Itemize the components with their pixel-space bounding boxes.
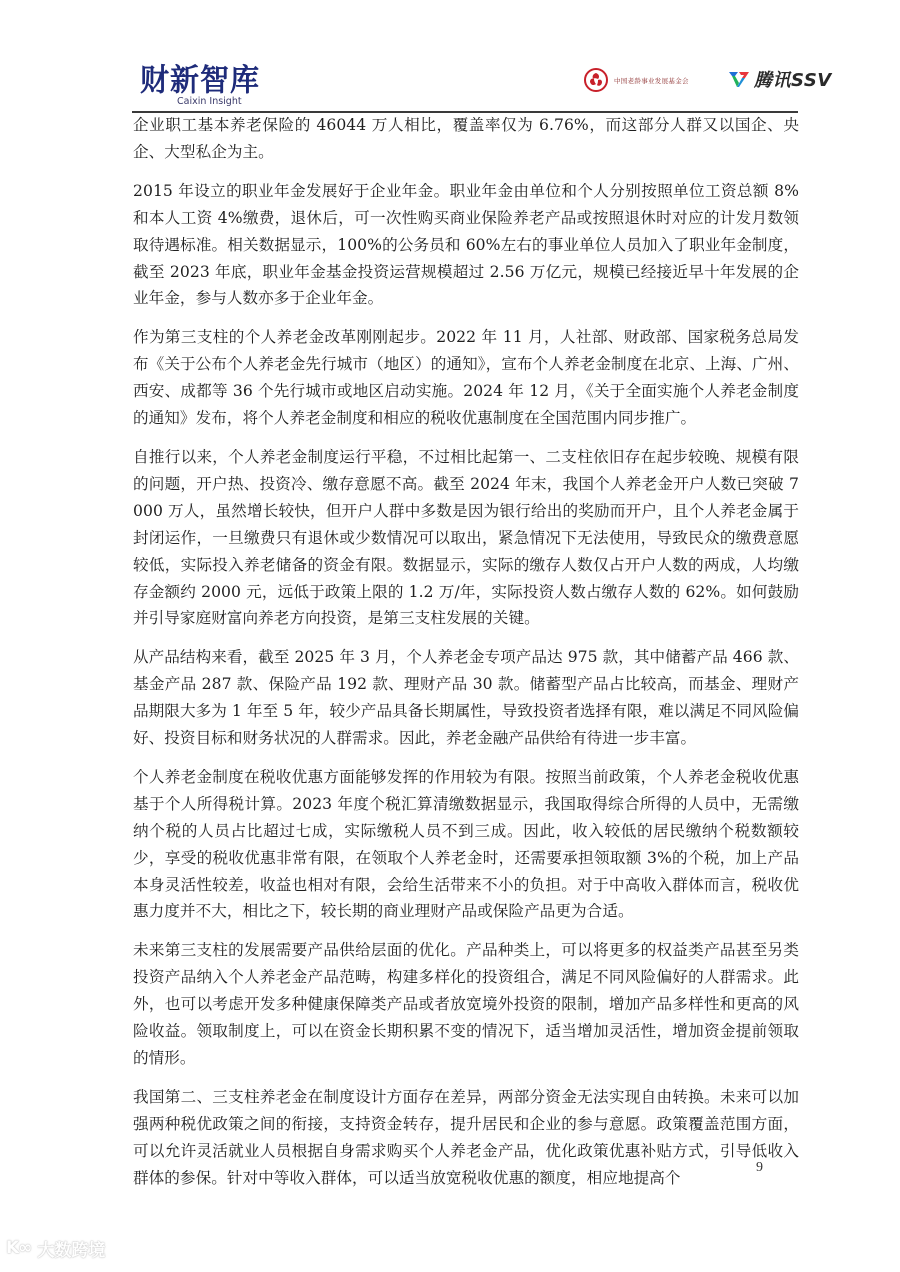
watermark: [6, 1236, 105, 1260]
tencent-ssv-emblem-icon: [728, 68, 750, 90]
caixin-logo-english: Caixin Insight: [177, 96, 242, 107]
paragraph: 自推行以来，个人养老金制度运行平稳，不过相比起第一、二支柱依旧存在起步较晚、规模有限的问题，开户热、投资冷、缴存意愿不高。截至 2024 年末，我国个人养老金开户人数已突破 7000 万人，虽然增长较快，但开户人群中多数是因为银行给出的奖励而开户，且个人养老金属于封闭运作，一旦缴费只有退休或少数情况可以取出，紧急情况下无法使用，导致民众的缴费意愿较低，实际投入养老储备的资金有限。数据显示，实际的缴存人数仅占开户人数的两成，人均缴存金额约 2000 元，远低于政策上限的 1.2 万/年，实际投资人数占缴存人数的 62%。如何鼓励并引导家庭财富向养老方向投资，是第三支柱发展的关键。: [133, 447, 799, 628]
paragraph: 作为第三支柱的个人养老金改革刚刚起步。2022 年 11 月，人社部、财政部、国家税务总局发布《关于公布个人养老金先行城市（地区）的通知》，宣布个人养老金制度在北京、上海、广州、西安、成都等 36 个先行城市或地区启动实施。2024 年 12 月，《关于全面实施个人养老金制度的通知》发布，将个人养老金制度和相应的税收优惠制度在全国范围内同步推广。: [133, 328, 799, 428]
caixin-insight-logo: [140, 64, 270, 110]
document-body: [133, 112, 799, 1204]
watermark-text: 大数跨境: [37, 1240, 106, 1261]
foundation-emblem-icon: [584, 68, 608, 92]
china-aging-foundation-logo: [584, 66, 689, 94]
paragraph: 从产品结构来看，截至 2025 年 3 月，个人养老金专项产品达 975 款，其中储蓄产品 466 款、基金产品 287 款、保险产品 192 款、理财产品 30 款。储蓄型产品占比较高，而基金、理财产品期限大多为 1 年至 5 年，较少产品具备长期属性，导致投资者选择有限，难以满足不同风险偏好、投资目标和财务状况的人群需求。因此，养老金融产品供给有待进一步丰富。: [133, 648, 799, 748]
foundation-name: 中国老龄事业发展基金会: [614, 76, 689, 85]
paragraph: 企业职工基本养老保险的 46044 万人相比，覆盖率仅为 6.76%，而这部分人群又以国企、央企、大型私企为主。: [133, 116, 799, 161]
paragraph: 2015 年设立的职业年金发展好于企业年金。职业年金由单位和个人分别按照单位工资总额 8%和本人工资 4%缴费，退休后，可一次性购买商业保险养老产品或按照退休时对应的计发月数领取待遇标准。相关数据显示，100%的公务员和 60%左右的事业单位人员加入了职业年金制度，截至 2023 年底，职业年金基金投资运营规模超过 2.56 万亿元，规模已经接近早十年发展的企业年金，参与人数亦多于企业年金。: [133, 181, 799, 308]
tencent-ssv-text: 腾讯SSV: [754, 70, 832, 91]
caixin-logo-chinese: 财新智库: [140, 62, 261, 98]
page-number: 9: [756, 1160, 763, 1175]
paragraph: 未来第三支柱的发展需要产品供给层面的优化。产品种类上，可以将更多的权益类产品甚至另类投资产品纳入个人养老金产品范畴，构建多样化的投资组合，满足不同风险偏好的人群需求。此外，也可以考虑开发多种健康保障类产品或者放宽境外投资的限制，增加产品多样性和更高的风险收益。领取制度上，可以在资金长期积累不变的情况下，适当增加灵活性，增加资金提前领取的情形。: [133, 941, 799, 1067]
watermark-logo-icon: K∞: [6, 1238, 32, 1258]
paragraph: 我国第二、三支柱养老金在制度设计方面存在差异，两部分资金无法实现自由转换。未来可以加强两种税优政策之间的衔接，支持资金转存，提升居民和企业的参与意愿。政策覆盖范围方面，可以允许灵活就业人员根据自身需求购买个人养老金产品，优化政策优惠补贴方式，引导低收入群体的参保。针对中等收入群体，可以适当放宽税收优惠的额度，相应地提高个: [133, 1087, 799, 1187]
paragraph: 个人养老金制度在税收优惠方面能够发挥的作用较为有限。按照当前政策，个人养老金税收优惠基于个人所得税计算。2023 年度个税汇算清缴数据显示，我国取得综合所得的人员中，无需缴纳个税的人员占比超过七成，实际缴税人员不到三成。因此，收入较低的居民缴纳个税数额较少，享受的税收优惠非常有限，在领取个人养老金时，还需要承担领取额 3%的个税，加上产品本身灵活性较差，收益也相对有限，会给生活带来不小的负担。对于中高收入群体而言，税收优惠力度并不大，相比之下，较长期的商业理财产品或保险产品更为合适。: [133, 767, 799, 921]
tencent-ssv-logo: [728, 64, 832, 94]
page-header: [132, 56, 832, 112]
